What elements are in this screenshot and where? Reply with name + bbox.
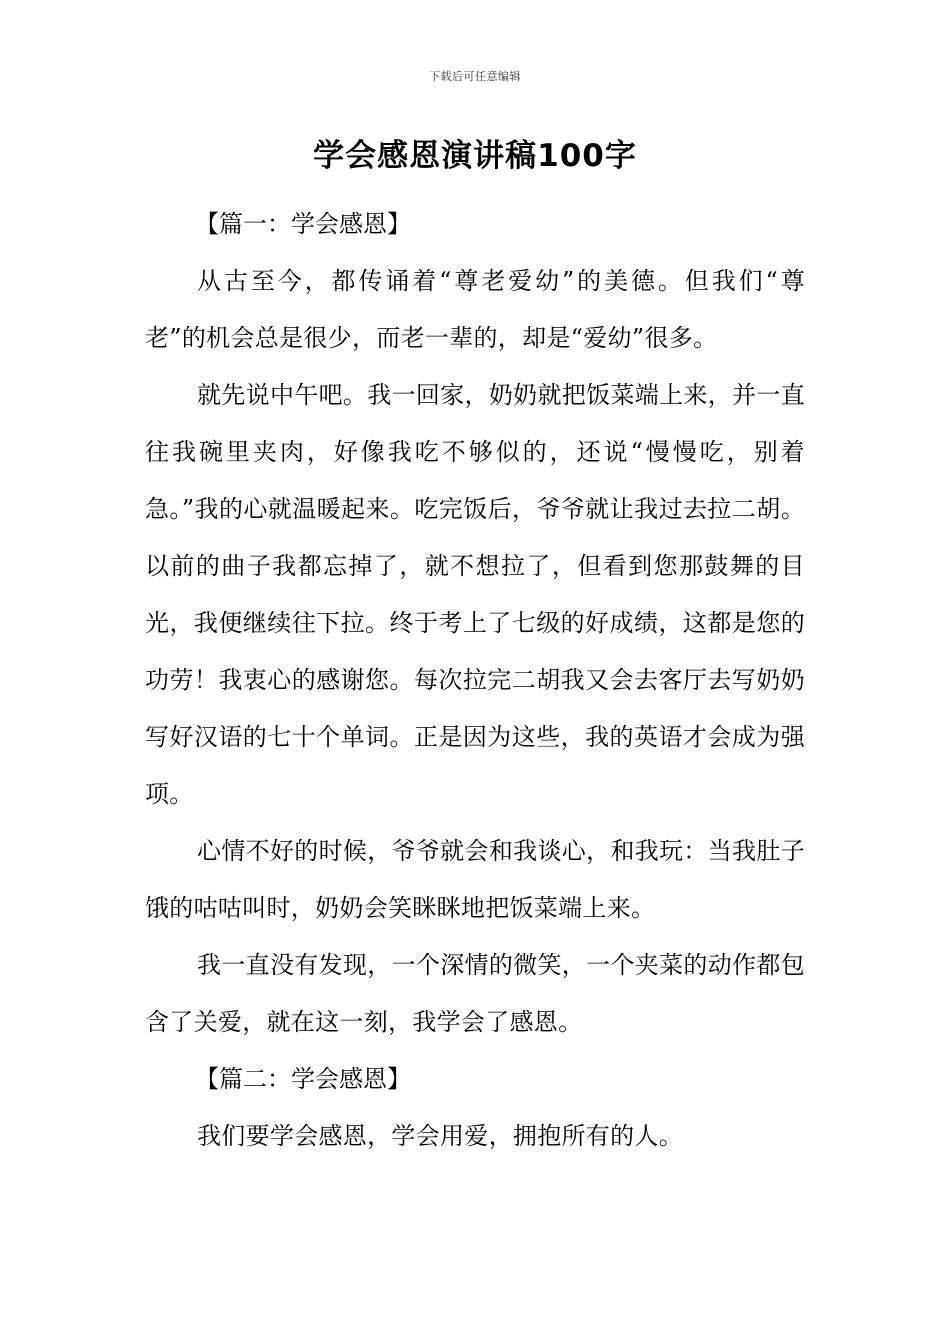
paragraph: 就先说中午吧。我一回家，奶奶就把饭菜端上来，并一直往我碗里夹肉，好像我吃不够似的，还说“慢慢吃，别着急。”我的心就温暖起来。吃完饭后，爷爷就让我过去拉二胡。以前的曲子我都忘掉了，就不想拉了，但看到您那鼓舞的目光，我便继续往下拉。终于考上了七级的好成绩，这都是您的功劳！我衷心的感谢您。每次拉完二胡我又会去客厅去写奶奶写好汉语的七十个单词。正是因为这些，我的英语才会成为强项。 — [145, 381, 805, 808]
section-heading-1: 【篇一：学会感恩】 — [195, 210, 411, 238]
header-note: 下载后可任意编辑 — [429, 70, 521, 83]
section-heading-2: 【篇二：学会感恩】 — [195, 1065, 411, 1093]
paragraph: 我们要学会感恩，学会用爱，拥抱所有的人。 — [197, 1122, 683, 1150]
document-title: 学会感恩演讲稿100字 — [313, 138, 637, 174]
paragraph: 心情不好的时候，爷爷就会和我谈心，和我玩：当我肚子饿的咕咕叫时，奶奶会笑眯眯地把饭菜端上来。 — [145, 837, 805, 922]
document-body — [145, 196, 805, 1165]
paragraph: 从古至今，都传诵着“尊老爱幼”的美德。但我们“尊老”的机会总是很少，而老一辈的，却是“爱幼”很多。 — [145, 267, 805, 352]
paragraph: 我一直没有发现，一个深情的微笑，一个夹菜的动作都包含了关爱，就在这一刻，我学会了感恩。 — [145, 951, 805, 1036]
